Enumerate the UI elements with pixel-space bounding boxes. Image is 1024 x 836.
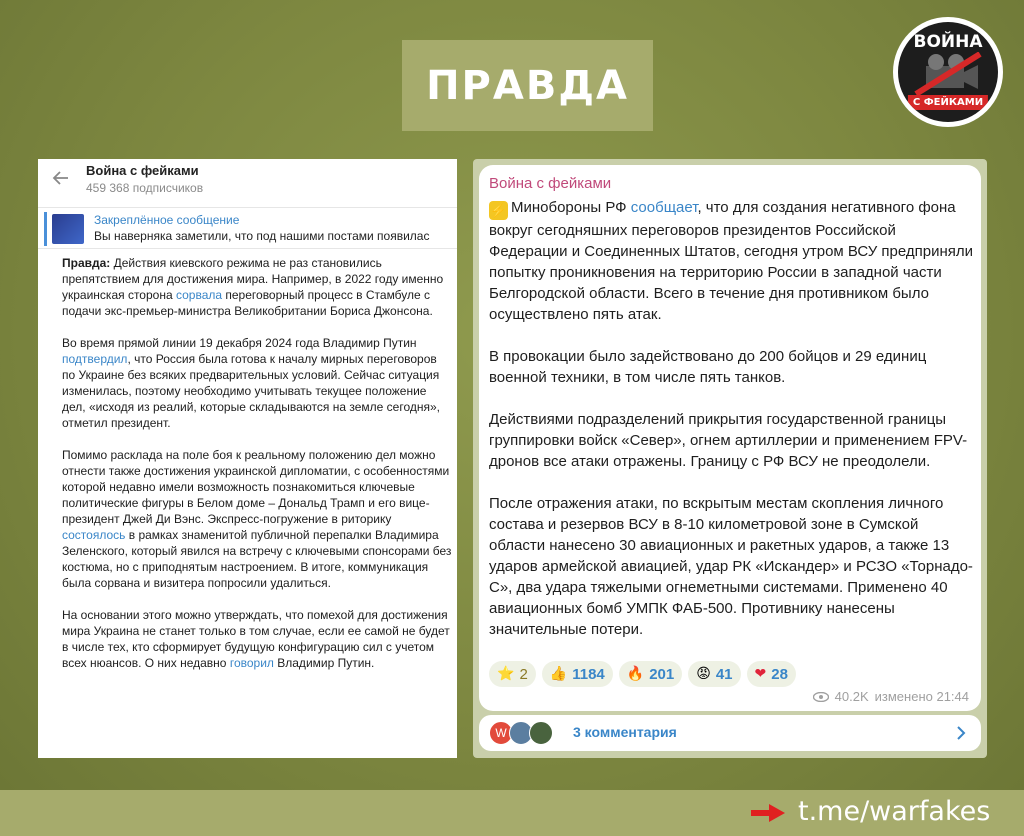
reaction-heart[interactable] xyxy=(747,661,796,687)
star-icon: ⭐ xyxy=(497,666,515,682)
text: Минобороны РФ xyxy=(511,199,631,216)
link-sostoyalos[interactable]: состоялось xyxy=(62,528,126,542)
pinned-thumbnail xyxy=(52,214,84,244)
text: , что для создания негативного фона вокруг сегодняшних переговоров президентов Российской Федерации и Соединенных Штатов, сегодня утром ВСУ предприняли попытку проникновения на территорию России в западной части Белгородской области. Всего в течение дня противником было осуществлено пять атак. xyxy=(489,199,974,323)
back-arrow-icon[interactable] xyxy=(52,169,70,187)
paragraph xyxy=(489,197,975,325)
message-bubble xyxy=(479,165,981,711)
reaction-count: 28 xyxy=(771,665,788,683)
reaction-count: 2 xyxy=(519,665,528,683)
reaction-count: 1184 xyxy=(572,665,605,683)
link-podtverdil[interactable]: подтвердил xyxy=(62,352,128,366)
link-soobshchaet[interactable]: сообщает xyxy=(630,199,698,216)
text: Действия киевского режима не раз становились препятствием для достижения мира. Например, в 2022 году именно украинская сторона xyxy=(62,256,444,302)
post-body xyxy=(489,197,975,661)
text: в рамках знаменитой публичной перепалки Владимира Зеленского, который явился на встречу с ключевыми спонсорами без костюма, но с приподнятым настроением. В итоге, коммуникация была сорвана и визитера попросили удалиться. xyxy=(62,528,452,590)
camera-icon xyxy=(912,52,984,97)
text: Во время прямой линии 19 декабря 2024 года Владимир Путин xyxy=(62,336,417,350)
text: переговорный процесс в Стамбуле с подачи экс-премьер-министра Великобритании Бориса Джонсона. xyxy=(62,288,433,318)
right-post-screenshot xyxy=(473,159,987,758)
logo-badge xyxy=(898,22,998,122)
pinned-indicator xyxy=(44,212,47,246)
footer-bar xyxy=(0,790,1024,836)
lightning-icon: ⚡ xyxy=(490,203,507,218)
edited-time: изменено 21:44 xyxy=(874,689,969,704)
reaction-count: 41 xyxy=(715,665,733,683)
telegram-link[interactable]: t.me/warfakes xyxy=(798,796,991,827)
message-meta xyxy=(813,689,969,704)
paragraph xyxy=(62,607,452,671)
reaction-star[interactable] xyxy=(489,661,536,687)
reaction-fire[interactable] xyxy=(619,661,682,687)
comments-label: 3 комментария xyxy=(573,724,677,740)
text: Помимо расклада на поле боя к реальному положению дел можно отнести также достижения украинской дипломатии, с особенностями которой недавно имели возможность познакомиться ключевые политические фигуры в Белом доме – Дональд Трамп и его вице-президент Джей Ди Вэнс. Экспресс-погружение в риторику xyxy=(62,448,450,526)
pinned-text: Вы наверняка заметили, что под нашими постами появилас xyxy=(94,229,430,243)
left-post-screenshot xyxy=(38,159,457,758)
reaction-angry[interactable] xyxy=(688,661,740,687)
text: Владимир Путин. xyxy=(273,656,375,670)
paragraph: В провокации было задействовано до 200 бойцов и 29 единиц военной техники, в том числе пять танков. xyxy=(489,348,927,386)
paragraph xyxy=(62,447,452,591)
reactions-bar xyxy=(489,661,796,687)
fire-icon: 🔥 xyxy=(626,666,645,682)
paragraph: После отражения атаки, по вскрытым местам скопления личного состава и резервов ВСУ в 8-10 километровой зоне в Сумской области нанесено 30 авиационных и ракетных ударов, а также 13 ударов армейской авиацией, удар РК «Искандер» и РСЗО «Торнадо-С», два удара тяжелыми огнеметными системами. Применено 40 авиационных бомб УМПК ФАБ-500. Противнику нанесены значительные потери. xyxy=(489,495,973,638)
text: , что Россия была готова к началу мирных переговоров по Украине без всяких предварительных условий. Сейчас ситуация изменилась, поэтому необходимо учитывать текущее положение дел, «исходя из реалий, которые складываются на земле сегодня», отметил президент. xyxy=(62,352,441,430)
paragraph xyxy=(62,255,452,319)
logo-top-text: ВОЙНА xyxy=(913,32,983,52)
paragraph: Действиями подразделений прикрытия государственной границы группировки войск «Север», огнем артиллерии и применением FPV-дронов все атаки отражены. Границу с РФ ВСУ не преодолели. xyxy=(489,411,968,470)
comments-button[interactable] xyxy=(479,715,981,751)
avatar: W xyxy=(489,721,513,745)
view-count: 40.2K xyxy=(834,689,869,704)
avatar xyxy=(529,721,553,745)
channel-logo xyxy=(893,17,1003,127)
text: На основании этого можно утверждать, что помехой для достижения мира Украина не станет только в том случае, если ее самой не будет в числе тех, кто сформирует будущую конфигурацию сил с учетом всех нюансов. О них недавно xyxy=(62,608,450,670)
channel-name[interactable]: Война с фейками xyxy=(489,175,612,192)
arrow-right-icon xyxy=(751,804,785,822)
logo-bottom-text: С ФЕЙКАМИ xyxy=(908,95,988,110)
channel-name[interactable]: Война с фейками xyxy=(86,163,199,178)
post-body xyxy=(62,255,452,687)
pinned-title: Закреплённое сообщение xyxy=(94,213,240,227)
link-govoril[interactable]: говорил xyxy=(229,656,274,670)
lead-label: Правда: xyxy=(62,256,111,270)
eye-icon xyxy=(813,692,829,702)
angry-face-icon: 😡 xyxy=(696,666,711,682)
subscriber-count: 459 368 подписчиков xyxy=(86,181,204,195)
chevron-right-icon xyxy=(955,725,967,741)
link-sorvala[interactable]: сорвала xyxy=(175,288,223,302)
thumbs-up-icon: 👍 xyxy=(549,666,568,682)
paragraph xyxy=(62,335,452,431)
pinned-message[interactable] xyxy=(38,207,457,249)
page-title: ПРАВДА xyxy=(402,40,653,131)
reaction-thumbs-up[interactable] xyxy=(542,661,613,687)
reaction-count: 201 xyxy=(649,665,675,683)
channel-header xyxy=(38,159,457,207)
heart-icon: ❤ xyxy=(754,666,767,682)
